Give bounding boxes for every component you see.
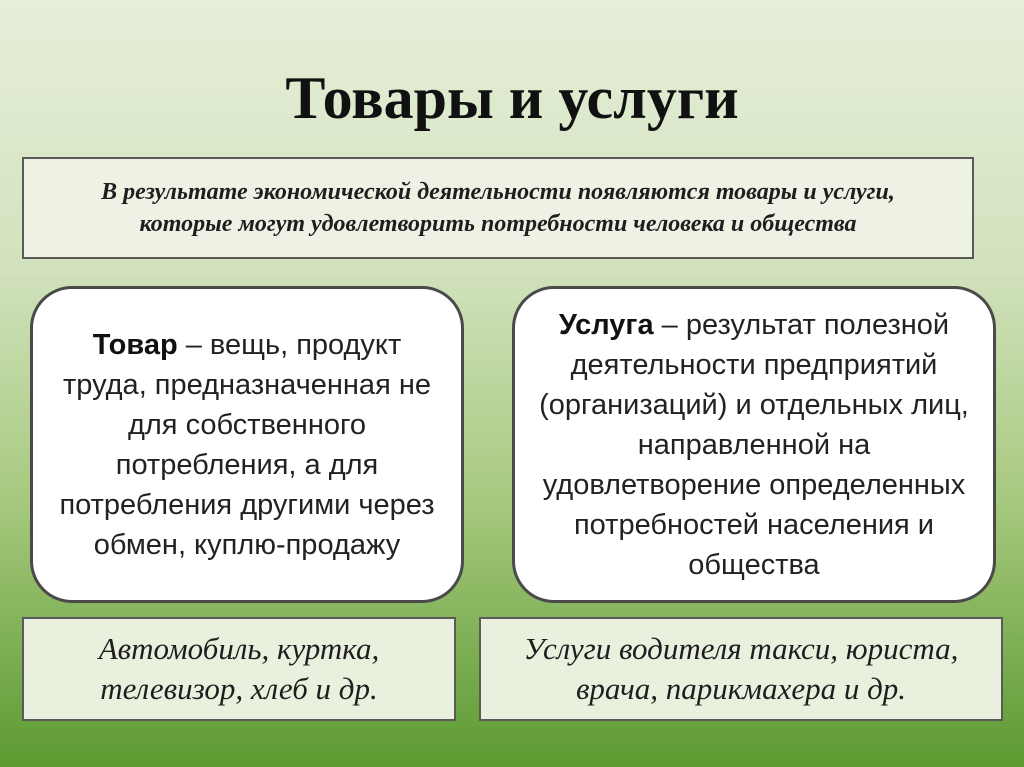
intro-text: В результате экономической деятельности появляются товары и услуги, которые могут удовлетворить потребности человека и общества [101, 179, 895, 237]
goods-definition-text: – вещь, продукт труда, предназначенная не для собственного потребления, а для потребления другими через обмен, куплю-продажу [59, 328, 435, 561]
services-examples-box [479, 617, 1003, 721]
slide-title: Товары и услуги [285, 65, 739, 131]
goods-examples-box [22, 617, 456, 721]
services-definition [534, 305, 974, 585]
services-definition-card [512, 286, 996, 603]
services-definition-text: – результат полезной деятельности предприятий (организаций) и отдельных лиц, направленной на удовлетворение определенных потребностей населения и общества [539, 308, 969, 581]
intro-box [22, 157, 974, 259]
goods-term: Товар [92, 328, 178, 361]
services-term: Услуга [558, 308, 654, 341]
services-examples: Услуги водителя такси, юриста, врача, парикмахера и др. [523, 631, 959, 706]
goods-definition-card [30, 286, 464, 603]
goods-examples: Автомобиль, куртка, телевизор, хлеб и др. [98, 631, 380, 706]
goods-definition [57, 325, 437, 565]
